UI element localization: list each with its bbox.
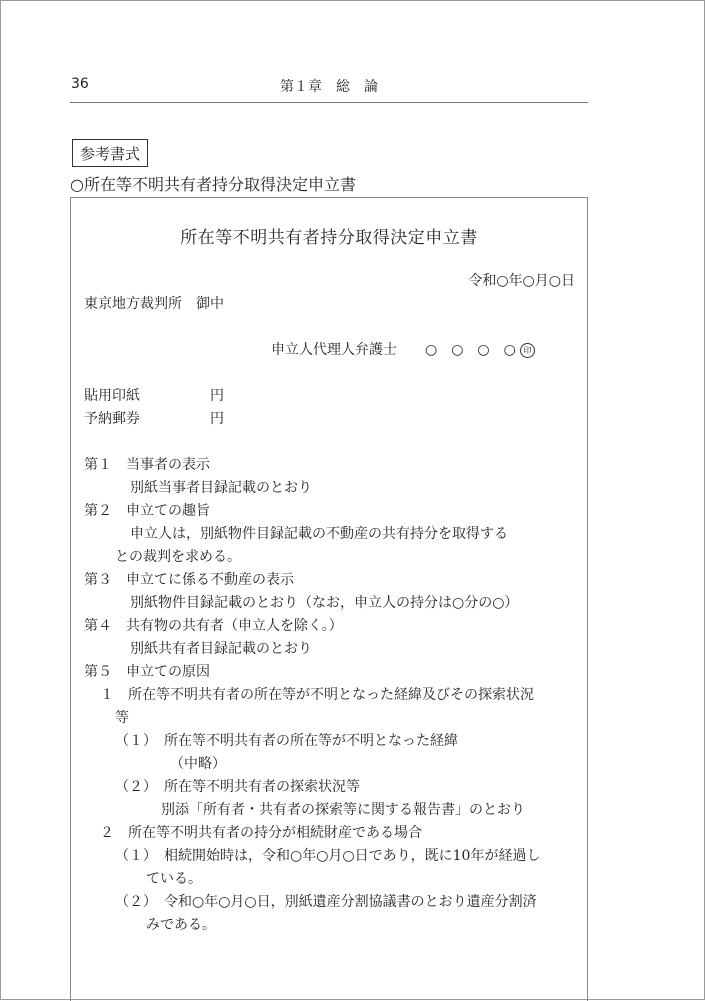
section-3-body: 別紙物件目録記載のとおり（なお，申立人の持分は○分の○） — [130, 595, 519, 611]
item-1-heading-cont: 等 — [115, 710, 129, 726]
stamp-fee-line: 貼用印紙 円 — [84, 388, 224, 404]
item-1-2-body: 別添「所有者・共有者の探索等に関する報告書」のとおり — [161, 802, 525, 818]
court-addressee: 東京地方裁判所 御中 — [84, 296, 224, 312]
item-2-heading: ２ 所在等不明共有者の持分が相続財産である場合 — [100, 825, 422, 841]
section-4-body: 別紙共有者目録記載のとおり — [130, 641, 312, 657]
item-1-heading: １ 所在等不明共有者の所在等が不明となった経緯及びその探索状況 — [100, 687, 534, 703]
attorney-signature-line — [271, 339, 535, 359]
date-line: 令和○年○月○日 — [468, 273, 575, 289]
item-2-1: （１） 相続開始時は，令和○年○月○日であり，既に10年が経過し — [115, 848, 541, 864]
section-4-heading: 第４ 共有物の共有者（申立人を除く。） — [84, 618, 343, 634]
item-1-1-omitted: （中略） — [170, 756, 226, 772]
item-1-2: （２） 所在等不明共有者の探索状況等 — [115, 779, 360, 795]
attorney-text: 申立人代理人弁護士 ○ ○ ○ ○ — [271, 342, 516, 358]
reference-format-label: 参考書式 — [72, 139, 148, 167]
section-2-heading: 第２ 申立ての趣旨 — [84, 503, 210, 519]
item-1-1: （１） 所在等不明共有者の所在等が不明となった経緯 — [115, 733, 458, 749]
section-2-body-cont: との裁判を求める。 — [115, 549, 241, 565]
form-name-heading: ○所在等不明共有者持分取得決定申立書 — [70, 175, 356, 194]
item-2-2-cont: みである。 — [146, 917, 216, 933]
item-2-2: （２） 令和○年○月○日，別紙遺産分割協議書のとおり遺産分割済 — [115, 894, 537, 910]
section-1-body: 別紙当事者目録記載のとおり — [130, 480, 312, 496]
chapter-title: 第１章 総 論 — [280, 79, 378, 95]
section-3-heading: 第３ 申立てに係る不動産の表示 — [84, 572, 294, 588]
item-2-1-cont: ている。 — [146, 871, 202, 887]
seal-icon: 印 — [520, 343, 535, 358]
page-number: 36 — [71, 76, 89, 92]
section-1-heading: 第１ 当事者の表示 — [84, 457, 210, 473]
section-5-heading: 第５ 申立ての原因 — [84, 664, 210, 680]
document-title: 所在等不明共有者持分取得決定申立書 — [180, 228, 478, 248]
postal-stamps-line: 予納郵券 円 — [84, 411, 224, 427]
page-header — [70, 74, 588, 103]
section-2-body: 申立人は，別紙物件目録記載の不動産の共有持分を取得する — [130, 526, 508, 542]
application-form-box — [70, 197, 588, 1001]
